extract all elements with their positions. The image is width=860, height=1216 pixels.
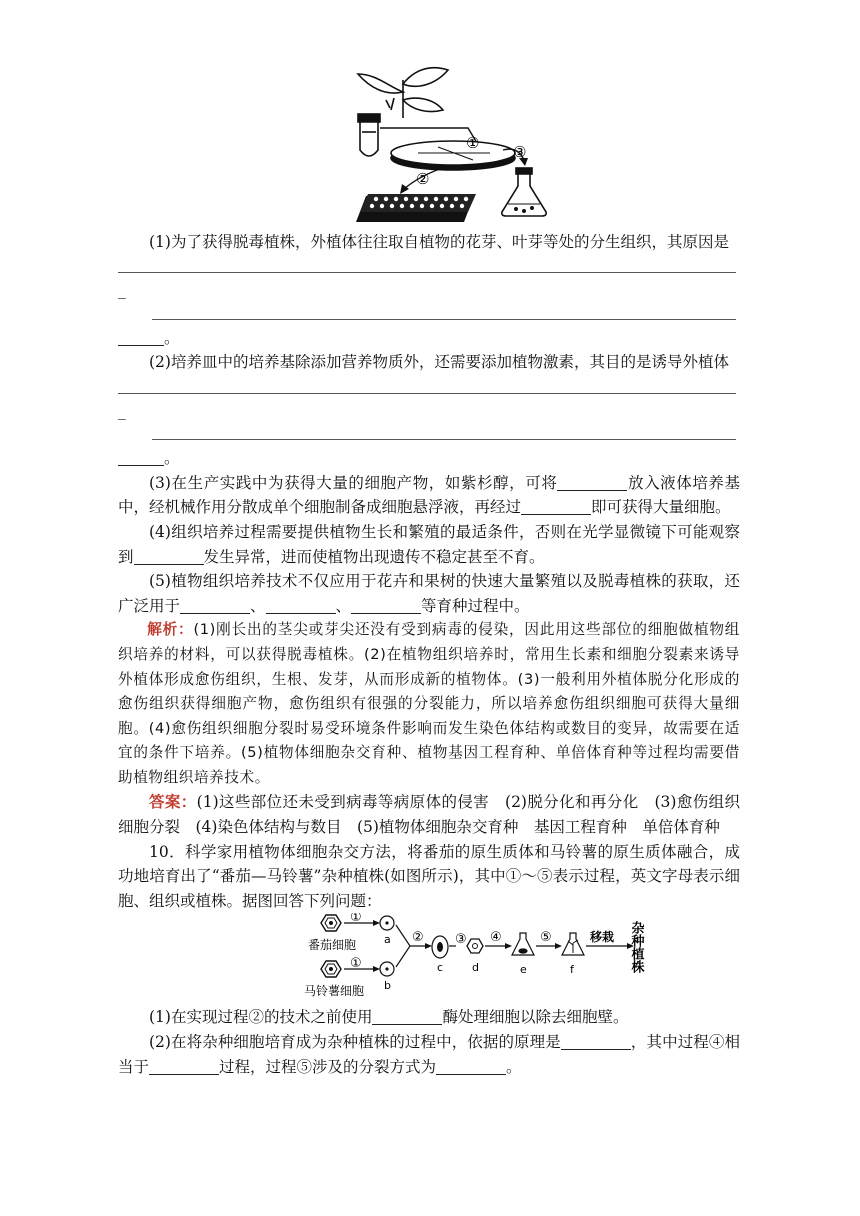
page (118, 0, 756, 1079)
question-10-2: (2)在将杂种细胞培育成为杂种植株的过程中，依据的原理是 ，其中过程④相当于 过程，过程⑤涉及的分裂方式为 。 (118, 1033, 740, 1076)
step-1-label: ① (350, 913, 362, 926)
answer-blank[interactable] (266, 597, 336, 614)
tissue-culture-diagram (118, 0, 740, 230)
answer-blank[interactable] (149, 1058, 219, 1075)
label-a: a (384, 933, 391, 947)
hybrid-plant-label: 杂种植株 (628, 921, 644, 974)
answer-line[interactable] (118, 255, 740, 280)
answer-blank[interactable] (180, 597, 250, 614)
test-tube-icon (358, 114, 380, 156)
question-2: (2)培养皿中的培养基除添加营养物质外，还需要添加植物激素，其目的是诱导外植体 (149, 353, 729, 372)
answer-blank[interactable] (561, 1034, 631, 1051)
answer-line-stub: _ (118, 401, 126, 420)
hybridization-figure (118, 913, 740, 1005)
label-c: c (437, 961, 444, 975)
step-label-3: ③ (513, 143, 527, 161)
answer-blank[interactable] (118, 329, 164, 346)
label-d: d (472, 961, 479, 975)
analysis-label: 解析： (147, 621, 194, 639)
answer-blank[interactable] (521, 499, 591, 516)
answer-blank[interactable] (436, 1058, 506, 1075)
petri-dish-icon (391, 141, 515, 170)
answer-blank[interactable] (372, 1009, 442, 1026)
label-b: b (384, 979, 391, 993)
hybrid-cell-icon (467, 939, 483, 953)
answer-label: 答案： (149, 792, 197, 812)
step-label-1: ① (466, 134, 480, 152)
answer-line-stub: _ (118, 281, 126, 300)
tomato-cell-icon (321, 915, 341, 931)
potato-cell-label: 马铃薯细胞 (304, 984, 365, 999)
answer-line-end: 。 (118, 326, 740, 351)
question-5: (5)植物组织培养技术不仅应用于花卉和果树的快速大量繁殖以及脱毒植株的获取，还广泛用于 、 、 等育种过程中。 (118, 572, 740, 615)
label-e: e (520, 963, 527, 977)
hybridization-diagram (118, 913, 740, 1005)
step-4-label: ④ (490, 930, 502, 946)
answer-text: (1)这些部位还未受到病毒等病原体的侵害 (2)脱分化和再分化 (3)愈伤组织 细胞分裂 (4)染色体结构与数目 (5)植物体细胞杂交育种 基因工程育种 单倍体育种 (118, 793, 756, 837)
analysis-text: (1)刚长出的茎尖或芽尖还没有受到病毒的侵染，因此用这些部位的细胞做植物组织培养的材料，可以获得脱毒植株。(2)在植物组织培养时，常用生长素和细胞分裂素来诱导外植体形成愈伤组织，生根、发芽，从而形成新的植物体。(3)一般利用外植体脱分化形成的愈伤组织获得细胞产物，愈伤组织有很强的分裂能力，所以培养愈伤组织细胞可获得大量细胞。(4)愈伤组织细胞分裂时易受环境条件影响而发生染色体结构或数目的变异，故需要在适宜的条件下培养。(5)植物体细胞杂交育种、植物基因工程育种、单倍体育种等过程均需要借助植物组织培养技术。 (118, 621, 740, 786)
answer (118, 790, 756, 839)
question-10-1: (1)在实现过程②的技术之前使用 酶处理细胞以除去细胞壁。 (149, 1008, 629, 1027)
well-plate-icon (356, 194, 476, 222)
transplant-label: 移栽 (590, 930, 615, 945)
potato-cell-icon (321, 961, 341, 977)
answer-blank[interactable] (557, 474, 627, 491)
label-f: f (570, 963, 574, 977)
step-5-label: ⑤ (540, 930, 552, 946)
question-3: (3)在生产实践中为获得大量的细胞产物，如紫杉醇，可将 放入液体培养基中，经机械作用分散成单个细胞制备成细胞悬浮液，再经过 即可获得大量细胞。 (118, 473, 740, 517)
question-1: (1)为了获得脱毒植株，外植体往往取自植物的花芽、叶芽等处的分生组织，其原因是 (149, 233, 729, 251)
tomato-cell-label: 番茄细胞 (308, 938, 357, 953)
flask-icon (502, 168, 546, 216)
tissue-culture-figure (118, 0, 740, 230)
answer-blank[interactable] (118, 450, 164, 467)
answer-blank[interactable] (134, 548, 204, 565)
seedling-flask-icon (562, 933, 584, 955)
step-2-label: ② (412, 930, 424, 946)
answer-blank[interactable] (351, 597, 421, 614)
answer-line-end: 。 (118, 446, 740, 471)
plant-shoot-icon (358, 68, 448, 118)
question-4: (4)组织培养过程需要提供植物生长和繁殖的最适条件，否则在光学显微镜下可能观察到 发生异常，进而使植物出现遗传不稳定甚至不育。 (118, 522, 740, 566)
analysis (118, 618, 740, 790)
step-3-label: ③ (455, 932, 467, 948)
step-label-2: ② (416, 170, 430, 188)
question-10: 10．科学家用植物体细胞杂交方法，将番茄的原生质体和马铃薯的原生质体融合，成功地培育出了“番茄—马铃薯”杂种植株(如图所示)，其中①～⑤表示过程，英文字母表示细胞、组织或植株。据图回答下列问题： (118, 842, 740, 910)
answer-line[interactable] (118, 301, 740, 326)
answer-line[interactable] (118, 422, 740, 447)
callus-flask-icon (512, 933, 534, 955)
answer-line[interactable] (118, 375, 740, 400)
step-1-label-b: ① (350, 956, 362, 972)
